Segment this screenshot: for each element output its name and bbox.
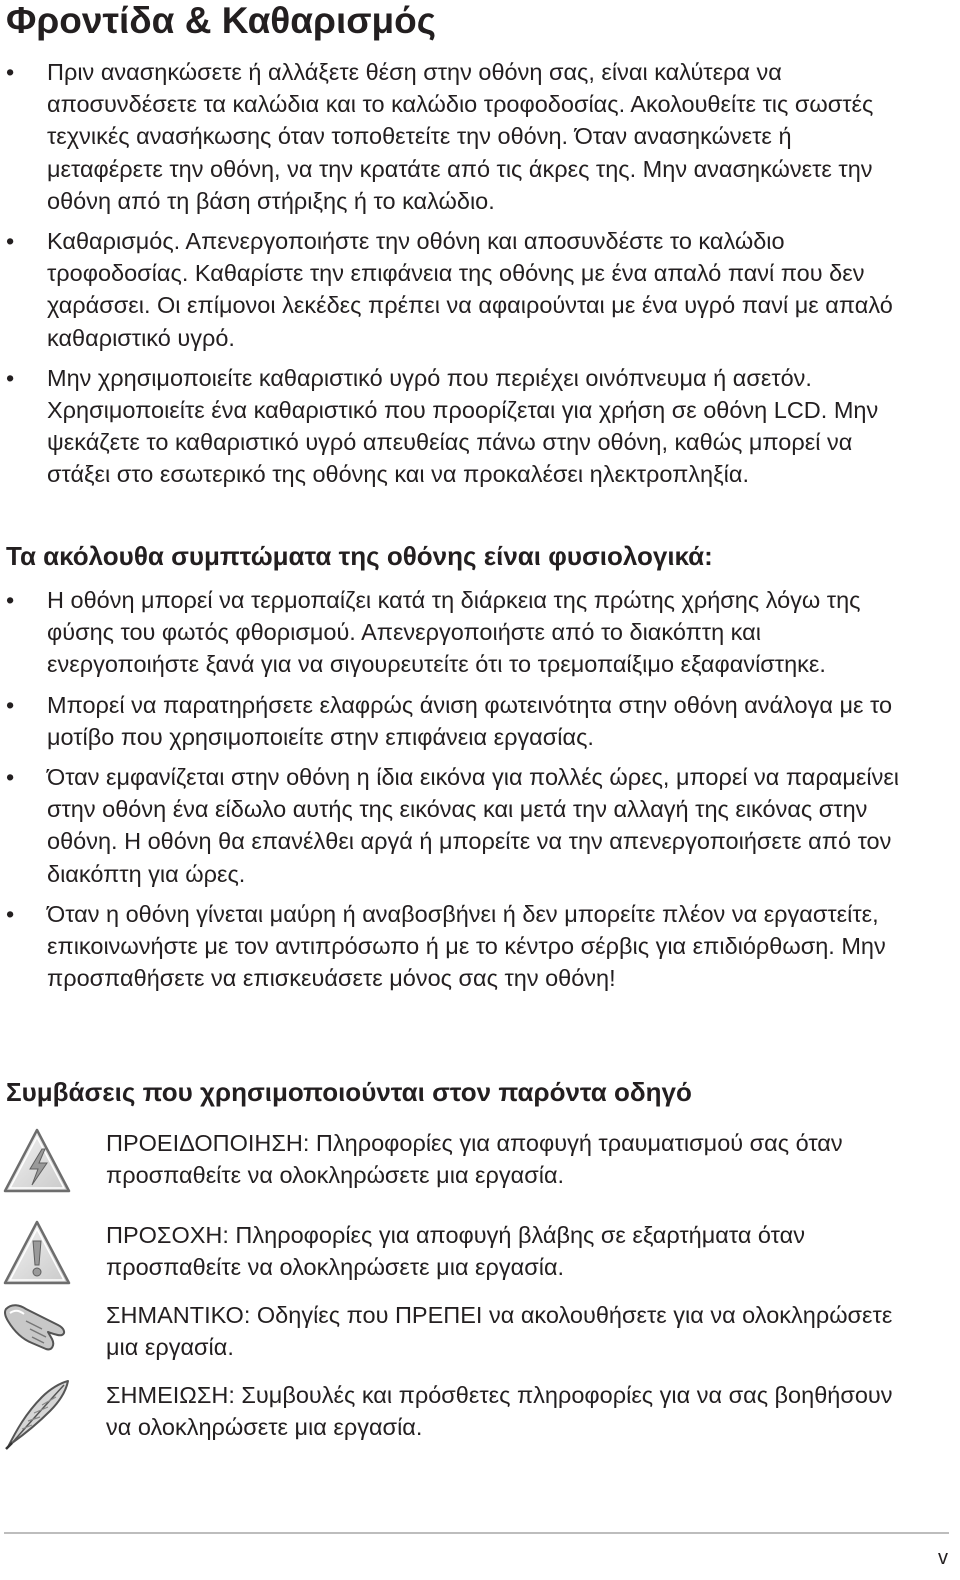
list-item-text: Μπορεί να παρατηρήσετε ελαφρώς άνιση φωτεινότητα στην οθόνη ανάλογα με το μοτίβο που χρησιμοποιείτε στην επιφάνεια εργασίας.	[47, 691, 893, 750]
bullet: •	[6, 587, 15, 613]
page-number: v	[938, 1547, 948, 1569]
list-item-text: Καθαρισμός. Απενεργοποιήστε την οθόνη και αποσυνδέστε το καλώδιο τροφοδοσίας. Καθαρίστε την επιφάνεια της οθόνης με ένα απαλό πανί που δεν χαράσσει. Οι επίμονοι λεκέδες πρέπει να αφαιρούνται με ένα υγρό πανί με απαλό καθαριστικό υγρό.	[47, 228, 893, 351]
list-item	[0, 225, 900, 354]
list-item	[0, 362, 900, 491]
convention-caution	[0, 1219, 920, 1299]
convention-warning	[0, 1127, 920, 1207]
list-item	[0, 898, 900, 995]
list-item	[0, 761, 900, 890]
care-list	[0, 56, 900, 499]
list-item-text: Όταν εμφανίζεται στην οθόνη η ίδια εικόνα για πολλές ώρες, μπορεί να παραμείνει στην οθόνη ένα είδωλο αυτής της εικόνας και μετά την αλλαγή της εικόνας στην οθόνη. Η οθόνη θα επανέλθει αργά ή μπορείτε να την απενεργοποιήσετε από τον διακόπτη για ώρες.	[47, 764, 900, 887]
quill-note-icon	[2, 1379, 72, 1449]
list-item-text: Όταν η οθόνη γίνεται μαύρη ή αναβοσβήνει ή δεν μπορείτε πλέον να εργαστείτε, επικοινωνήστε με τον αντιπρόσωπο ή με το κέντρο σέρβις για επιδιόρθωση. Μην προσπαθήσετε να επισκευάσετε μόνος σας την οθόνη!	[47, 900, 886, 992]
list-item-text: Πριν ανασηκώσετε ή αλλάξετε θέση στην οθόνη σας, είναι καλύτερα να αποσυνδέσετε τα καλώδια και το καλώδιο τροφοδοσίας. Ακολουθείτε τις σωστές τεχνικές ανασήκωσης όταν τοποθετείτε την οθόνη. Όταν ανασηκώνετε ή μεταφέρετε την οθόνη, να την κρατάτε από τις άκρες της. Μην ανασηκώνετε την οθόνη από τη βάση στήριξης ή το καλώδιο.	[47, 59, 874, 214]
convention-text: ΠΡΟΣΟΧΗ: Πληροφορίες για αποφυγή βλάβης σε εξαρτήματα όταν προσπαθείτε να ολοκληρώσετε μια εργασία.	[106, 1222, 805, 1281]
convention-text: ΣΗΜΕΙΩΣΗ: Συμβουλές και πρόσθετες πληροφορίες για να σας βοηθήσουν να ολοκληρώσετε μια εργασία.	[106, 1382, 893, 1441]
convention-text: ΣΗΜΑΝΤΙΚΟ: Οδηγίες που ΠΡΕΠΕΙ να ακολουθήσετε για να ολοκληρώσετε μια εργασία.	[106, 1302, 893, 1361]
bullet: •	[6, 900, 15, 927]
bullet: •	[6, 228, 15, 255]
convention-note	[0, 1379, 920, 1459]
convention-text: ΠΡΟΕΙΔΟΠΟΙΗΣΗ: Πληροφορίες για αποφυγή τραυματισμού σας όταν προσπαθείτε να ολοκληρώσετε μια εργασία.	[106, 1130, 843, 1189]
list-item	[0, 689, 900, 753]
bullet: •	[6, 364, 15, 391]
page-title: Φροντίδα & Καθαρισμός	[6, 0, 437, 41]
list-item-text: Μην χρησιμοποιείτε καθαριστικό υγρό που περιέχει οινόπνευμα ή ασετόν. Χρησιμοποιείτε ένα καθαριστικό που προορίζεται για χρήση σε οθόνη LCD. Μην ψεκάζετε το καθαριστικό υγρό απευθείας πάνω στην οθόνη, καθώς μπορεί να στάξει στο εσωτερικό της οθόνης και να προκαλέσει ηλεκτροπληξία.	[47, 364, 879, 488]
symptoms-heading: Τα ακόλουθα συμπτώματα της οθόνης είναι φυσιολογικά:	[6, 541, 713, 571]
list-item	[0, 584, 900, 681]
bullet: •	[6, 691, 15, 718]
convention-important	[0, 1299, 920, 1379]
exclamation-caution-icon	[2, 1219, 72, 1289]
bullet: •	[6, 764, 15, 791]
lightning-warning-icon	[2, 1127, 72, 1197]
footer-rule	[4, 1532, 949, 1534]
pointing-hand-icon	[2, 1299, 72, 1369]
list-item-text: Η οθόνη μπορεί να τερμοπαίζει κατά τη διάρκεια της πρώτης χρήσης λόγω της φύσης του φωτός φθορισμού. Απενεργοποιήστε από το διακόπτη και ενεργοποιήστε ξανά για να σιγουρευτείτε ότι το τρεμοπαίξιμο εξαφανίστηκε.	[47, 587, 861, 678]
bullet: •	[6, 59, 15, 85]
list-item	[0, 56, 900, 217]
symptoms-list	[0, 584, 900, 1002]
conventions-heading: Συμβάσεις που χρησιμοποιούνται στον παρόντα οδηγό	[6, 1077, 692, 1107]
